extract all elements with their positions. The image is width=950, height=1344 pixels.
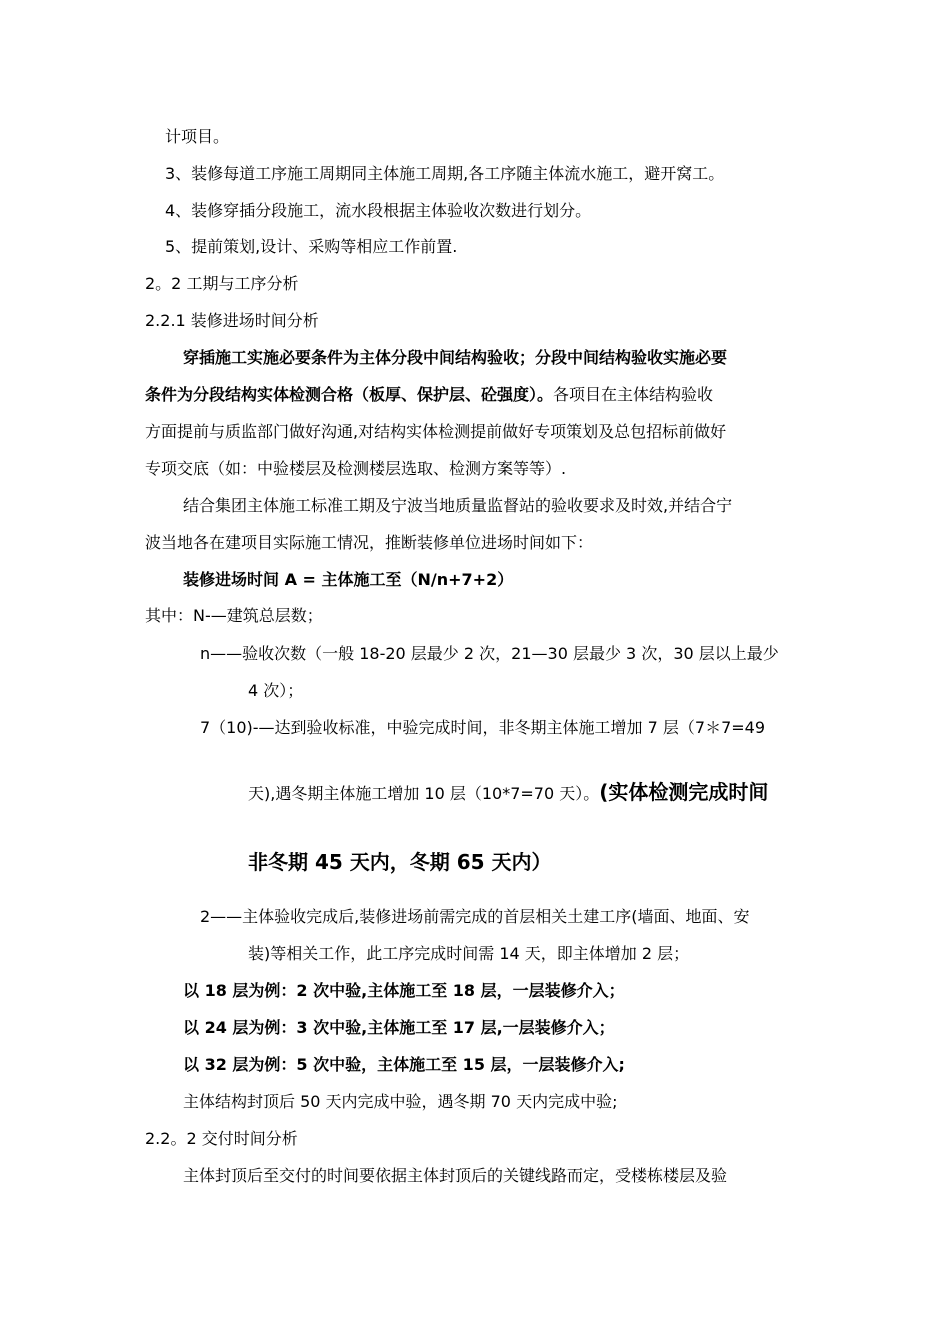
normal-text-span: 天),遇冬期主体施工增加 10 层（10*7=70 天）。 [248, 784, 600, 803]
mixed-definition-line [248, 778, 768, 806]
definition-line-continued: 装)等相关工作，此工序完成时间需 14 天，即主体增加 2 层； [248, 944, 690, 963]
paragraph-line: 方面提前与质监部门做好沟通,对结构实体检测提前做好专项策划及总包招标前做好 [145, 422, 727, 441]
list-item-4: 4、装修穿插分段施工，流水段根据主体验收次数进行划分。 [165, 201, 592, 220]
subsection-heading-2-2-1: 2.2.1 装修进场时间分析 [145, 311, 319, 330]
paragraph-line: 专项交底（如：中验楼层及检测楼层选取、检测方案等等）. [145, 459, 567, 478]
paragraph-line: 计项目。 [165, 127, 230, 146]
definition-line: 7（10)-—达到验收标准，中验完成时间，非冬期主体施工增加 7 层（7＊7=49 [200, 718, 766, 737]
definition-line: 2——主体验收完成后,装修进场前需完成的首层相关土建工序(墙面、地面、安 [200, 907, 750, 926]
subsection-heading-2-2-2: 2.2。2 交付时间分析 [145, 1129, 298, 1148]
definition-line-continued: 4 次）； [248, 681, 304, 700]
bold-paragraph-line: 穿插施工实施必要条件为主体分段中间结构验收；分段中间结构验收实施必要 [183, 348, 728, 367]
example-line-32: 以 32 层为例：5 次中验，主体施工至 15 层，一层装修介入; [183, 1055, 625, 1074]
example-line-24: 以 24 层为例：3 次中验,主体施工至 17 层,一层装修介入； [183, 1018, 615, 1037]
normal-text-span: 各项目在主体结构验收 [553, 385, 714, 404]
paragraph-line: 波当地各在建项目实际施工情况，推断装修单位进场时间如下： [145, 533, 594, 552]
large-bold-line: 非冬期 45 天内，冬期 65 天内） [248, 850, 552, 874]
large-bold-text-span: (实体检测完成时间 [599, 780, 769, 804]
paragraph-line: 主体结构封顶后 50 天内完成中验，遇冬期 70 天内完成中验; [183, 1092, 618, 1111]
mixed-paragraph-line [145, 384, 849, 406]
definition-line: 其中：N-—建筑总层数； [145, 606, 323, 625]
paragraph-line: 主体封顶后至交付的时间要依据主体封顶后的关键线路而定，受楼栋楼层及验 [183, 1166, 728, 1185]
section-heading-2-2: 2。2 工期与工序分析 [145, 274, 299, 293]
definition-line: n——验收次数（一般 18-20 层最少 2 次，21—30 层最少 3 次，30 层以上最少 [200, 644, 779, 663]
formula-line: 装修进场时间 A = 主体施工至（N/n+7+2） [183, 570, 514, 589]
bold-text-span: 条件为分段结构实体检测合格（板厚、保护层、砼强度）。 [145, 385, 554, 404]
example-line-18: 以 18 层为例：2 次中验,主体施工至 18 层，一层装修介入； [183, 981, 625, 1000]
list-item-5: 5、提前策划,设计、采购等相应工作前置. [165, 237, 458, 256]
list-item-3: 3、装修每道工序施工周期同主体施工周期,各工序随主体流水施工，避开窝工。 [165, 164, 725, 183]
paragraph-line: 结合集团主体施工标准工期及宁波当地质量监督站的验收要求及时效,并结合宁 [183, 496, 733, 515]
